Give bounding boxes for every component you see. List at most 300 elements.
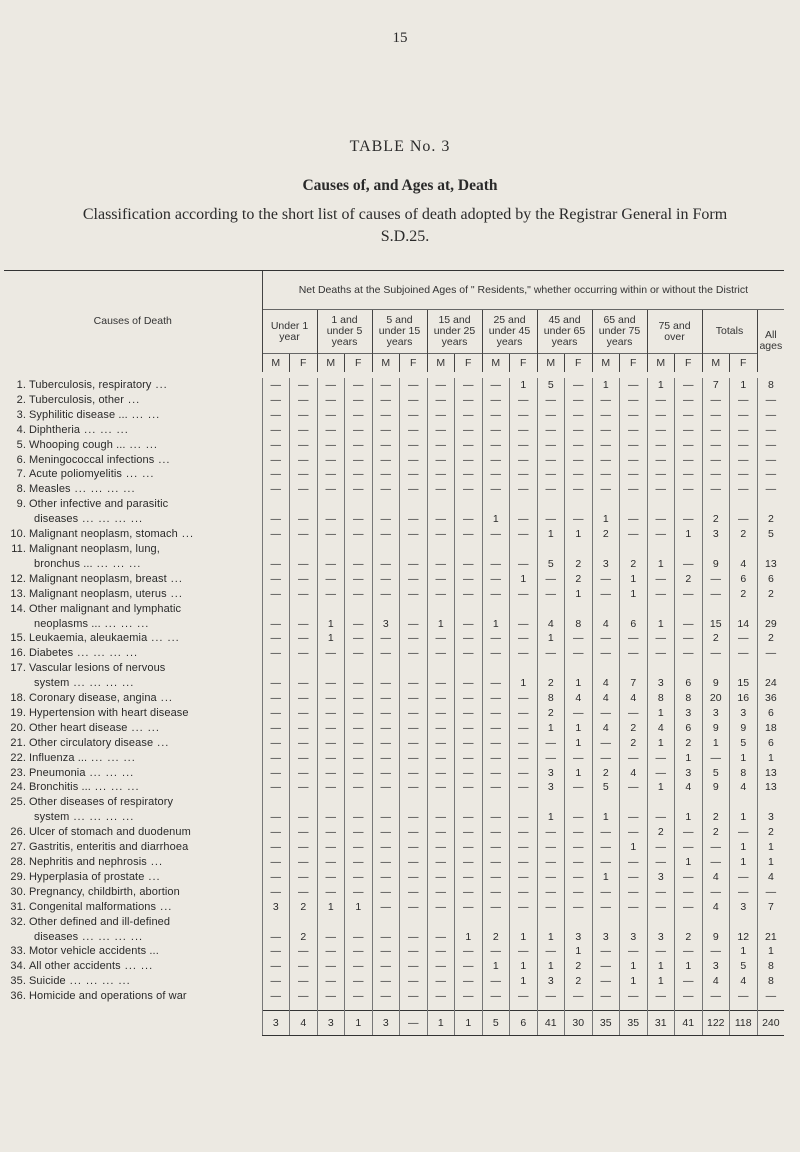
value-cell: — [702,438,730,453]
value-cell: 1 [537,631,565,646]
value-cell: — [647,408,675,423]
table-row [4,930,784,945]
value-cell: — [510,870,538,885]
value-cell: — [372,751,400,766]
table-row [4,631,784,646]
value-cell: — [455,721,483,736]
cause-label: Malignant neoplasm, stomach [29,528,178,541]
value-cell [510,795,538,810]
value-cell: — [290,959,318,974]
value-cell [372,915,400,930]
value-cell: — [262,825,290,840]
value-cell: — [427,512,455,527]
value-cell: — [482,885,510,900]
table-row [4,751,784,766]
cause-number: 26. [10,826,26,839]
value-cell: — [620,438,648,453]
value-cell: 2 [620,736,648,751]
value-cell: — [372,974,400,989]
value-cell [675,915,703,930]
value-cell: — [427,855,455,870]
value-cell: — [400,512,428,527]
value-cell: — [317,885,345,900]
value-cell: — [400,691,428,706]
value-cell: — [400,825,428,840]
value-cell: — [372,646,400,661]
value-cell: 1 [620,974,648,989]
cause-number: 6. [16,453,26,466]
value-cell [455,542,483,557]
value-cell: — [537,646,565,661]
value-cell: — [290,780,318,795]
cause-number: 36. [10,990,26,1003]
value-cell: — [262,631,290,646]
cause-number: 30. [10,885,26,898]
value-cell: — [482,438,510,453]
value-cell: — [427,631,455,646]
value-cell: — [262,482,290,497]
value-cell: 1 [702,736,730,751]
value-cell [620,542,648,557]
value-cell: — [730,631,758,646]
cause-label: Malignant neoplasm, lung, [29,542,160,555]
cause-label: Other infective and parasitic [29,498,169,511]
value-cell: — [730,423,758,438]
total-value-cell: 30 [565,1011,593,1036]
value-cell: 1 [592,870,620,885]
value-cell: — [482,751,510,766]
value-cell: — [345,527,373,542]
value-cell: — [730,825,758,840]
age-group-header: 65 and under 75 years [592,310,647,354]
value-cell [702,661,730,676]
leader-dots: ... [148,870,161,883]
cause-cell [4,706,262,721]
value-cell: 1 [592,512,620,527]
value-cell: — [647,751,675,766]
value-cell: 15 [702,617,730,632]
value-cell: — [592,467,620,482]
value-cell: 4 [565,691,593,706]
value-cell [510,661,538,676]
value-cell: — [537,900,565,915]
value-cell: — [290,393,318,408]
cause-label: Diphtheria [29,423,81,436]
value-cell: — [620,453,648,468]
cause-number: 4. [16,423,26,436]
total-value-cell: 31 [647,1011,675,1036]
table-row [4,617,784,632]
value-cell: — [262,736,290,751]
value-cell: — [537,512,565,527]
value-cell [372,602,400,617]
value-cell: — [317,825,345,840]
cause-cell [4,840,262,855]
value-cell: — [290,438,318,453]
value-cell [730,915,758,930]
cause-cell [4,602,262,617]
cause-label: Congenital malformations [29,900,157,913]
value-cell: — [455,438,483,453]
value-cell: — [427,676,455,691]
value-cell: 1 [730,378,758,393]
cause-cell [4,557,262,572]
value-cell [400,542,428,557]
totals-label-cell [4,1011,262,1036]
cause-cell [4,915,262,930]
value-cell: — [702,885,730,900]
table-row [4,512,784,527]
value-cell: 20 [702,691,730,706]
total-value-cell: 6 [510,1011,538,1036]
table-row [4,691,784,706]
value-cell: — [510,587,538,602]
value-cell: — [757,885,784,900]
value-cell [675,602,703,617]
value-cell: — [372,587,400,602]
value-cell: 6 [730,572,758,587]
value-cell: 4 [702,974,730,989]
value-cell: — [757,438,784,453]
value-cell: 1 [620,587,648,602]
value-cell: 2 [482,930,510,945]
value-cell: — [482,467,510,482]
value-cell [537,602,565,617]
value-cell: 3 [592,930,620,945]
value-cell: 8 [647,691,675,706]
value-cell: — [592,840,620,855]
cause-label: Homicide and operations of war [29,990,187,1003]
value-cell: — [372,840,400,855]
value-cell: — [730,438,758,453]
value-cell [702,795,730,810]
value-cell: — [620,944,648,959]
value-cell: — [400,885,428,900]
value-cell: — [290,512,318,527]
value-cell [702,915,730,930]
value-cell: — [400,989,428,1004]
age-group-header: 15 and under 25 years [427,310,482,354]
value-cell: — [482,825,510,840]
value-cell: — [510,691,538,706]
value-cell: — [620,527,648,542]
value-cell: — [565,453,593,468]
cause-cell [4,542,262,557]
value-cell: — [592,408,620,423]
value-cell: — [345,855,373,870]
value-cell: — [290,855,318,870]
value-cell: — [400,736,428,751]
value-cell: — [455,646,483,661]
value-cell: — [317,751,345,766]
value-cell: — [345,378,373,393]
value-cell: — [400,676,428,691]
value-cell: — [620,900,648,915]
value-cell: — [290,944,318,959]
value-cell: 1 [675,527,703,542]
value-cell: 3 [675,766,703,781]
value-cell: — [510,646,538,661]
value-cell: — [427,885,455,900]
value-cell: — [620,825,648,840]
value-cell: 1 [510,974,538,989]
leader-dots: ... [157,736,170,749]
value-cell: — [345,423,373,438]
value-cell: — [510,900,538,915]
cause-cell [4,780,262,795]
value-cell: — [400,393,428,408]
value-cell: — [620,885,648,900]
value-cell: 1 [730,944,758,959]
value-cell: — [400,617,428,632]
value-cell: — [400,855,428,870]
value-cell: — [730,393,758,408]
value-cell: — [345,840,373,855]
value-cell: 8 [757,974,784,989]
value-cell: — [400,557,428,572]
value-cell: — [345,736,373,751]
value-cell: 2 [620,721,648,736]
value-cell: — [372,855,400,870]
value-cell [345,915,373,930]
value-cell: — [290,885,318,900]
value-cell: — [647,482,675,497]
value-cell: — [345,646,373,661]
value-cell: — [647,423,675,438]
female-header: F [455,354,483,373]
value-cell: — [290,453,318,468]
value-cell: 1 [620,959,648,974]
leader-dots: ... [150,856,164,868]
value-cell: 8 [757,378,784,393]
value-cell: — [647,587,675,602]
cause-number: 5. [16,438,26,451]
total-value-cell: 3 [372,1011,400,1036]
total-value-cell: 3 [262,1011,290,1036]
value-cell: 3 [620,930,648,945]
cause-label: Vascular lesions of nervous [29,662,166,675]
cause-label: Malignant neoplasm, uterus [29,587,167,600]
value-cell: — [620,378,648,393]
value-cell: — [620,512,648,527]
value-cell: — [262,572,290,587]
value-cell: — [675,378,703,393]
value-cell: 1 [647,736,675,751]
value-cell: — [455,617,483,632]
cause-label: Bronchitis ... [29,781,91,794]
value-cell: — [345,676,373,691]
cause-cell [4,527,262,542]
value-cell: — [427,766,455,781]
value-cell: — [482,676,510,691]
value-cell [647,542,675,557]
cause-cell [4,751,262,766]
value-cell: — [730,467,758,482]
value-cell: — [317,527,345,542]
value-cell: — [592,959,620,974]
value-cell: 2 [565,557,593,572]
value-cell: — [372,438,400,453]
value-cell: — [345,810,373,825]
totals-row [4,1011,784,1036]
value-cell: — [482,572,510,587]
value-cell [592,661,620,676]
value-cell: — [427,557,455,572]
table-row [4,885,784,900]
value-cell [455,915,483,930]
value-cell: — [262,810,290,825]
value-cell: — [455,557,483,572]
value-cell: — [730,453,758,468]
value-cell: — [290,870,318,885]
value-cell [757,795,784,810]
cause-cell [4,959,262,974]
table-row [4,766,784,781]
value-cell [482,915,510,930]
value-cell: — [372,721,400,736]
value-cell: — [730,885,758,900]
value-cell: — [675,587,703,602]
value-cell: — [647,646,675,661]
cause-label: Other defined and ill-defined [29,915,171,928]
cause-label: Tuberculosis, respiratory [29,379,152,391]
leader-dots: ... ... [131,408,161,421]
age-group-header: 75 and over [647,310,702,354]
value-cell: 7 [620,676,648,691]
value-cell [537,542,565,557]
value-cell: — [482,557,510,572]
value-cell [482,497,510,512]
value-cell: — [427,572,455,587]
value-cell: — [537,989,565,1004]
value-cell: — [372,766,400,781]
cause-number: 10. [10,528,26,541]
value-cell [537,915,565,930]
value-cell: — [675,870,703,885]
table-row [4,706,784,721]
value-cell: 4 [730,780,758,795]
value-cell [455,795,483,810]
cause-number: 15. [10,632,26,645]
value-cell: — [757,482,784,497]
value-cell: — [290,617,318,632]
value-cell: — [290,766,318,781]
value-cell: 1 [647,974,675,989]
value-cell: — [262,691,290,706]
value-cell: — [372,959,400,974]
value-cell [592,795,620,810]
value-cell: — [757,467,784,482]
value-cell: — [290,989,318,1004]
cause-label: Other malignant and lymphatic [29,602,182,615]
value-cell: — [400,527,428,542]
value-cell: — [372,378,400,393]
cause-label: Meningococcal infections [29,453,155,466]
value-cell: — [262,885,290,900]
leader-dots: ... [158,453,171,466]
value-cell [455,661,483,676]
value-cell [482,795,510,810]
value-cell: — [647,572,675,587]
value-cell: — [592,482,620,497]
male-header: M [647,354,675,373]
cause-number: 21. [10,736,26,749]
value-cell: — [345,617,373,632]
value-cell: — [400,482,428,497]
value-cell: — [345,631,373,646]
value-cell: 1 [537,721,565,736]
value-cell [317,661,345,676]
value-cell: — [317,810,345,825]
cause-label: Malignant neoplasm, breast [29,572,167,585]
total-value-cell: 1 [427,1011,455,1036]
value-cell [510,497,538,512]
table-row [4,855,784,870]
value-cell: — [455,780,483,795]
value-cell: — [400,870,428,885]
value-cell: 9 [702,676,730,691]
value-cell: — [400,810,428,825]
value-cell: — [290,706,318,721]
value-cell: — [482,766,510,781]
value-cell: — [290,408,318,423]
value-cell: 4 [730,974,758,989]
value-cell: — [537,855,565,870]
value-cell: — [592,393,620,408]
value-cell: 4 [647,721,675,736]
value-cell: — [427,810,455,825]
value-cell [675,661,703,676]
value-cell: — [675,989,703,1004]
value-cell [702,497,730,512]
value-cell: — [345,453,373,468]
value-cell: — [290,736,318,751]
value-cell: 6 [675,721,703,736]
value-cell: — [537,840,565,855]
value-cell: — [427,393,455,408]
table-row [4,840,784,855]
value-cell: — [482,870,510,885]
value-cell: — [510,467,538,482]
cause-label-continued: bronchus ... [34,557,93,570]
cause-label: Other circulatory disease [29,736,154,749]
value-cell: — [317,557,345,572]
value-cell: 1 [510,378,538,393]
value-cell: — [647,885,675,900]
value-cell: — [702,587,730,602]
female-header: F [345,354,373,373]
female-header: F [565,354,593,373]
value-cell: — [592,974,620,989]
value-cell: 3 [702,706,730,721]
total-value-cell: 41 [675,1011,703,1036]
total-value-cell: 41 [537,1011,565,1036]
cause-label: Acute poliomyelitis [29,468,122,481]
value-cell: 8 [537,691,565,706]
cause-cell [4,855,262,870]
value-cell [537,795,565,810]
cause-number: 20. [10,721,26,734]
value-cell [427,661,455,676]
cause-label: Coronary disease, angina [29,692,157,705]
value-cell [372,497,400,512]
classification-note: Classification according to the short list of causes of death adopted by the Registrar General in Form S.D.25. [82,206,728,245]
value-cell: — [592,631,620,646]
value-cell: — [400,706,428,721]
value-cell: — [537,572,565,587]
value-cell: — [620,646,648,661]
value-cell [345,497,373,512]
